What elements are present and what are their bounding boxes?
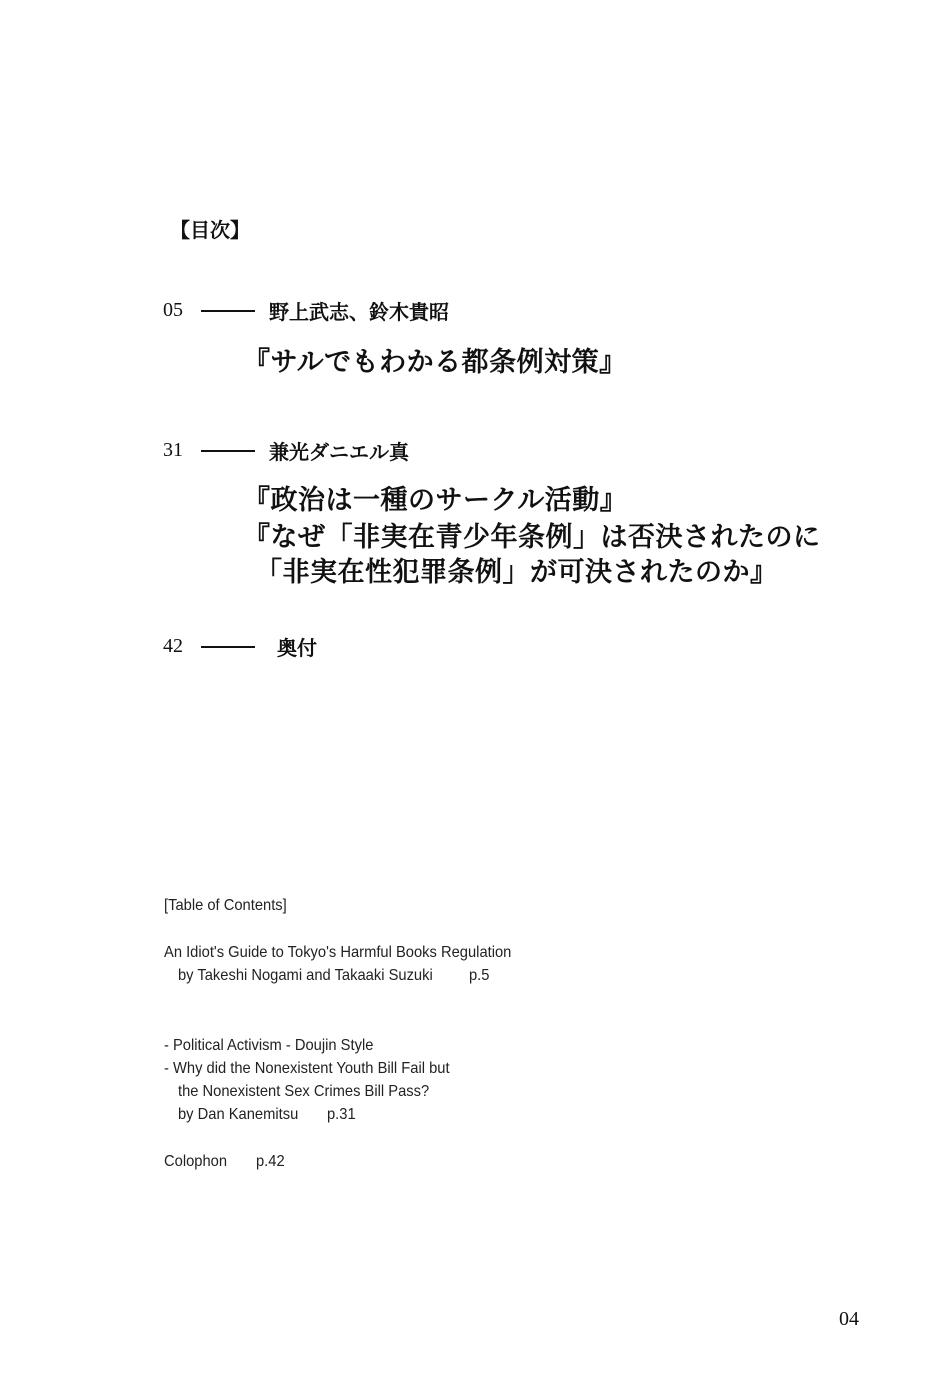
entry-page-number: 31 [163, 439, 183, 461]
entry-author: 兼光ダニエル真 [269, 440, 409, 464]
en-entry-title: - Political Activism - Doujin Style [164, 1037, 374, 1054]
en-entry-author: by Takeshi Nogami and Takaaki Suzuki [178, 967, 433, 984]
entry-author: 奥付 [277, 636, 317, 660]
entry-page-number: 42 [163, 635, 183, 657]
toc-heading-jp: 【目次】 [170, 218, 250, 242]
entry-title: 『サルでもわかる都条例対策』 [243, 347, 627, 378]
en-entry-author: by Dan Kanemitsu [178, 1106, 299, 1123]
toc-entry-05 [163, 296, 449, 325]
en-entry-title: - Why did the Nonexistent Youth Bill Fail but [164, 1060, 450, 1077]
en-entry-title: Colophon [164, 1153, 228, 1170]
entry-author: 野上武志、鈴木貴昭 [269, 300, 449, 324]
toc-entry-42 [163, 632, 317, 661]
en-entry-title: An Idiot's Guide to Tokyo's Harmful Books Regulation [164, 944, 512, 961]
toc-heading-en: [Table of Contents] [164, 897, 287, 914]
page-number: 04 [839, 1308, 859, 1330]
en-entry-page: p.31 [327, 1106, 356, 1123]
en-entry-title: the Nonexistent Sex Crimes Bill Pass? [178, 1083, 430, 1100]
en-entry-page: p.42 [256, 1153, 285, 1170]
entry-page-number: 05 [163, 299, 183, 321]
en-entry-page: p.5 [469, 967, 490, 984]
leader-dash [201, 646, 255, 648]
toc-entry-31 [163, 436, 409, 465]
leader-dash [201, 310, 255, 312]
entry-title: 「非実在性犯罪条例」が可決されたのか』 [255, 557, 778, 588]
entry-title: 『政治は一種のサークル活動』 [243, 485, 628, 516]
leader-dash [201, 450, 255, 452]
entry-title: 『なぜ「非実在青少年条例」は否決されたのに [243, 522, 821, 553]
